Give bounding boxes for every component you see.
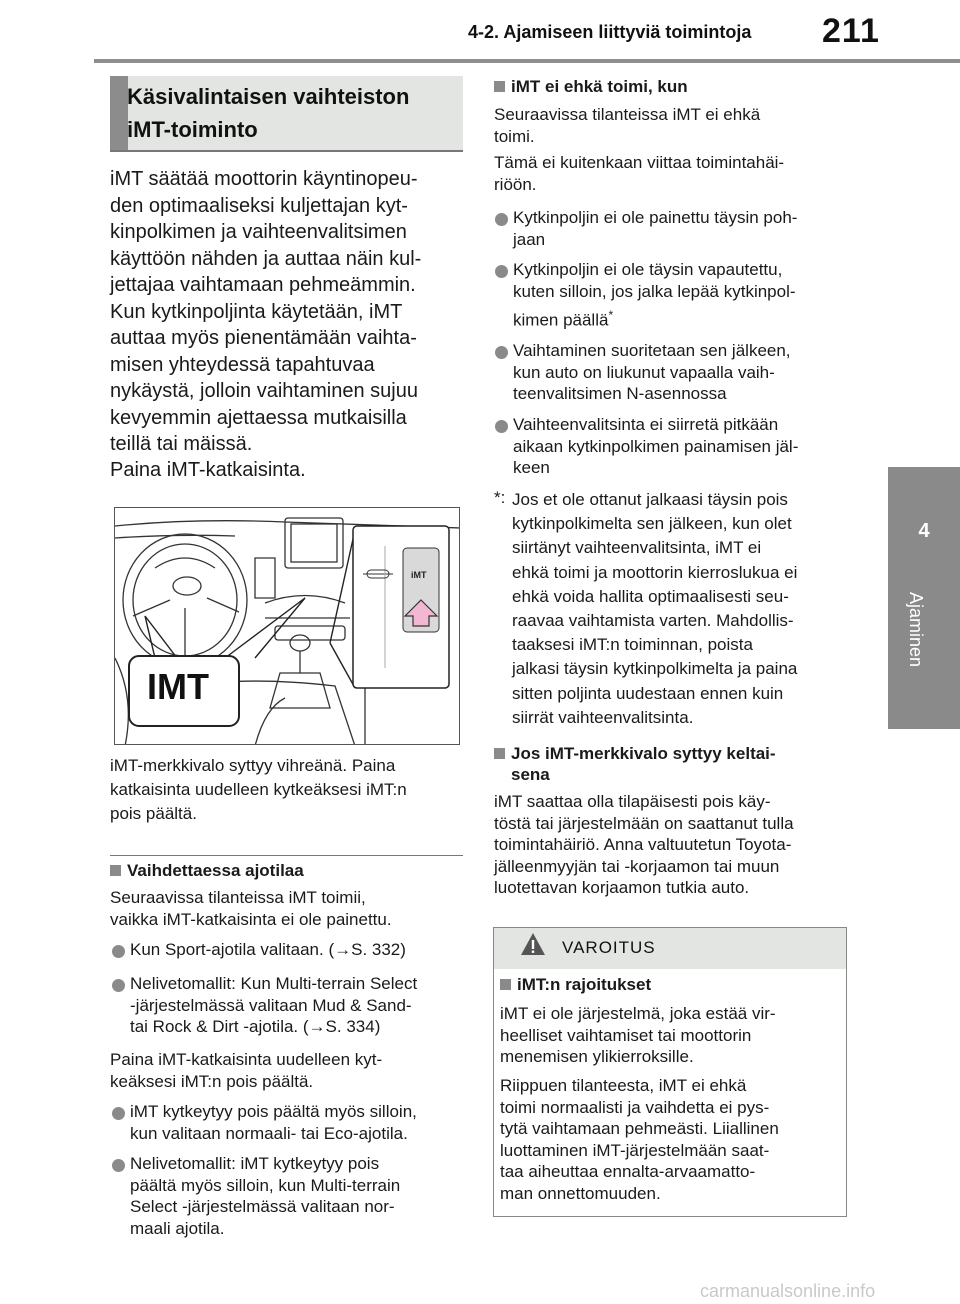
heading-text: sena — [511, 765, 550, 784]
caption-line: katkaisinta uudelleen kytkeäksesi iMT:n — [110, 780, 407, 799]
running-header-title: 4-2. Ajamiseen liittyviä toimintoja — [468, 22, 752, 42]
bullet-text: tai Rock & Dirt -ajotila. ( — [130, 1017, 309, 1036]
caption-line: iMT-merkkivalo syttyy vihreänä. Paina — [110, 756, 396, 775]
text-line: töstä tai järjestelmään on saattanut tulla — [494, 813, 794, 833]
intro-line: misen yhteydessä tapahtuvaa — [110, 353, 375, 376]
intro-line: jettajaa vaihtamaan pehmeämmin. — [110, 274, 416, 296]
bullet-item — [130, 973, 417, 1038]
text-line: toimi normaalisti ja vaihdetta ei pys- — [500, 1097, 770, 1117]
text-line: ehkä voida hallita optimaalisesti seu- — [512, 586, 789, 606]
bullet-text: aikaan kytkinpolkimen painamisen jäl- — [513, 436, 799, 456]
bullet-item — [513, 259, 796, 331]
text-line: luottaminen iMT-järjestelmään saat- — [500, 1140, 770, 1160]
text-line: riöön. — [494, 174, 537, 194]
bullet-text: Select -järjestelmässä valitaan nor- — [130, 1197, 395, 1216]
text-line: kytkinpolkimelta sen jälkeen, kun olet — [512, 514, 792, 534]
text-line: toimintahäiriö. Anna valtuutetun Toyota- — [494, 835, 792, 854]
text-line: taaksesi iMT:n toiminnan, poista — [512, 635, 753, 655]
warning-p2 — [500, 1075, 840, 1204]
warning-heading — [500, 975, 651, 995]
caption-line: pois päältä. — [110, 804, 197, 823]
intro-line: kevyemmin ajettaessa mutkaisilla — [110, 406, 407, 429]
footer-watermark: carmanualsonline.info — [700, 1281, 876, 1301]
page-number: 211 — [822, 12, 880, 50]
warning-title: VAROITUS — [562, 938, 656, 957]
chapter-name: Ajaminen — [906, 592, 926, 668]
bullet-dot-icon — [495, 420, 508, 433]
bullet-text: S. 334) — [325, 1017, 381, 1036]
text-line: luotettavan korjaamon tutkia auto. — [494, 878, 750, 897]
text-line: Riippuen tilanteesta, iMT ei ehkä — [500, 1076, 747, 1095]
bullet-text: Nelivetomallit: Kun Multi-terrain Select — [130, 974, 418, 993]
bullet-dot-icon — [495, 346, 508, 359]
bullet-text: kuten silloin, jos jalka lepää kytkinpol- — [513, 281, 796, 301]
bullet-dot-icon — [495, 213, 508, 226]
bullet-text: iMT kytkeytyy pois päältä myös silloin, — [130, 1102, 417, 1121]
intro-paragraph — [110, 166, 455, 458]
footnote-text — [512, 488, 852, 730]
heading-text: Jos iMT-merkkivalo syttyy keltai- — [511, 744, 776, 763]
bullet-text: Vaihtaminen suoritetaan sen jälkeen, — [513, 341, 791, 360]
intro-line: auttaa myös pienentämään vaihta- — [110, 327, 417, 349]
header-rule — [94, 59, 960, 63]
section-divider — [110, 855, 463, 856]
bullet-text: -järjestelmässä valitaan Mud & Sand- — [130, 995, 412, 1015]
square-bullet-icon — [494, 748, 505, 759]
warning-heading-text: iMT:n rajoitukset — [517, 975, 652, 994]
text-line: Paina iMT-katkaisinta uudelleen kyt- — [110, 1050, 383, 1069]
yellow-light-paragraph — [494, 791, 854, 899]
text-line: jalkasi täysin kytkinpolkimelta ja paina — [512, 659, 798, 679]
bullet-text: keen — [513, 458, 550, 477]
not-working-heading — [494, 77, 688, 97]
text-line: iMT saattaa olla tilapäisesti pois käy- — [494, 792, 771, 811]
dashboard-illustration — [115, 508, 460, 745]
bullet-item — [513, 340, 791, 405]
text-line: tytä vaihtamaan pehmeästi. Liiallinen — [500, 1119, 779, 1138]
text-line: keäksesi iMT:n pois päältä. — [110, 1071, 314, 1091]
text-line: man onnettomuuden. — [500, 1183, 661, 1203]
text-line: toimi. — [494, 126, 535, 146]
arrow-right-icon: → — [308, 1017, 326, 1036]
intro-line: teillä tai mäissä. — [110, 433, 253, 455]
not-working-p1 — [494, 104, 849, 147]
square-bullet-icon — [110, 865, 121, 876]
imt-callout-label: IMT — [147, 666, 209, 707]
driving-mode-after — [110, 1049, 465, 1092]
bullet-text: jaan — [513, 229, 546, 249]
arrow-right-icon: → — [334, 940, 352, 959]
text-line: sitten poljinta uudestaan ennen kuin — [512, 683, 784, 703]
text-line: Tämä ei kuitenkaan viittaa toimintahäi- — [494, 153, 785, 172]
text-line: siirtänyt vaihteenvalitsinta, iMT ei — [512, 538, 762, 558]
figure-caption — [110, 754, 455, 826]
intro-line: Kun kytkinpoljinta käytetään, iMT — [110, 300, 403, 323]
bullet-item — [513, 207, 797, 250]
bullet-dot-icon — [112, 945, 125, 958]
square-bullet-icon — [500, 979, 511, 990]
bullet-dot-icon — [112, 1159, 125, 1172]
bullet-item — [130, 939, 406, 961]
text-line: jälleenmyyjän tai -korjaamon tai muun — [494, 856, 780, 876]
bullet-item — [130, 1153, 400, 1239]
bullet-text: maali ajotila. — [130, 1218, 225, 1238]
section-heading-line1: Käsivalintaisen vaihteiston — [127, 84, 410, 109]
text-line: iMT ei ole järjestelmä, joka estää vir- — [500, 1004, 776, 1023]
chapter-number: 4 — [918, 520, 930, 542]
text-line: ehkä toimi ja moottorin kierroslukua ei — [512, 562, 798, 582]
bullet-item — [130, 1101, 417, 1144]
bullet-text: päältä myös silloin, kun Multi-terrain — [130, 1175, 401, 1195]
yellow-light-heading — [494, 743, 776, 785]
warning-triangle-icon — [519, 931, 547, 962]
driving-mode-intro — [110, 887, 465, 930]
intro-line: käyttöön nähden ja auttaa näin kul- — [110, 247, 422, 270]
intro-line: den optimaaliseksi kuljettajan kyt- — [110, 194, 408, 217]
bullet-text: Kytkinpoljin ei ole täysin vapautettu, — [513, 260, 783, 279]
text-line: Seuraavissa tilanteissa iMT ei ehkä — [494, 105, 761, 124]
text-line: raavaa vaihtamista varten. Mahdollis- — [512, 611, 794, 631]
text-line: vaikka iMT-katkaisinta ei ole painettu. — [110, 909, 392, 929]
dashboard-figure — [114, 507, 460, 745]
bullet-item — [513, 414, 798, 479]
text-line: heelliset vaihtamiset tai moottorin — [500, 1025, 752, 1045]
bullet-text: teenvalitsimen N-asennossa — [513, 384, 727, 403]
section-heading-line2: iMT-toiminto — [127, 117, 258, 142]
footnote-asterisk: * — [608, 308, 614, 322]
driving-mode-heading-text: Vaihdettaessa ajotilaa — [127, 861, 304, 880]
intro-line: nykäystä, jolloin vaihtaminen sujuu — [110, 380, 418, 402]
bullet-text: kun auto on liukunut vapaalla vaih- — [513, 362, 775, 382]
text-line: Jos et ole ottanut jalkaasi täysin pois — [512, 490, 788, 509]
footnote-marker: *: — [494, 488, 506, 507]
chapter-name-container — [906, 592, 926, 712]
not-working-heading-text: iMT ei ehkä toimi, kun — [511, 77, 688, 96]
bullet-text: Kytkinpoljin ei ole painettu täysin poh- — [513, 208, 798, 227]
press-instruction: Paina iMT-katkaisinta. — [110, 459, 306, 481]
text-line: Seuraavissa tilanteissa iMT toimii, — [110, 888, 366, 907]
bullet-text: kun valitaan normaali- tai Eco-ajotila. — [130, 1123, 408, 1143]
bullet-text: kimen päällä — [513, 310, 609, 330]
bullet-text: S. 332) — [351, 940, 406, 959]
text-line: taa aiheuttaa ennalta-arvaamatto- — [500, 1162, 756, 1181]
text-line: menemisen ylikierroksille. — [500, 1047, 694, 1066]
not-working-p2 — [494, 152, 849, 195]
intro-line: kinpolkimen ja vaihteenvalitsimen — [110, 221, 407, 243]
bullet-text: Kun Sport-ajotila valitaan. ( — [130, 940, 335, 959]
text-line: siirrät vaihteenvalitsinta. — [512, 707, 694, 727]
bullet-dot-icon — [112, 979, 125, 992]
driving-mode-heading — [110, 861, 304, 881]
intro-line: iMT säätää moottorin käyntinopeu- — [110, 168, 418, 190]
bullet-dot-icon — [495, 265, 508, 278]
bullet-dot-icon — [112, 1107, 125, 1120]
imt-switch-label: iMT — [411, 570, 427, 580]
bullet-text: Vaihteenvalitsinta ei siirretä pitkään — [513, 415, 779, 434]
warning-p1 — [500, 1003, 840, 1068]
square-bullet-icon — [494, 81, 505, 92]
section-heading-rule — [110, 150, 463, 152]
bullet-text: Nelivetomallit: iMT kytkeytyy pois — [130, 1154, 380, 1173]
